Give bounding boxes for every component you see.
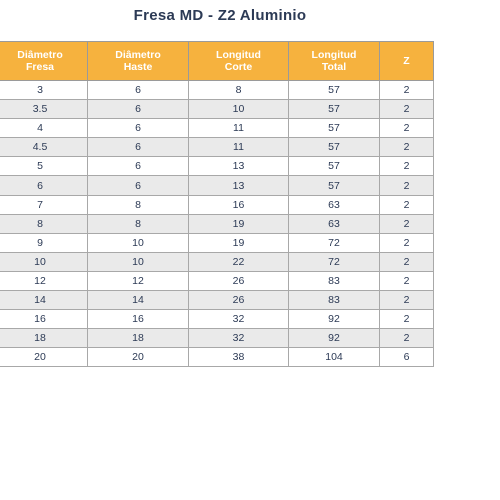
cell-diametro-fresa: 4.5 xyxy=(0,138,88,157)
cell-z: 2 xyxy=(380,233,434,252)
header-longitud-total xyxy=(289,42,380,81)
cell-z: 2 xyxy=(380,138,434,157)
cell-diametro-fresa: 20 xyxy=(0,348,88,367)
cell-longitud-corte: 26 xyxy=(189,271,289,290)
header-diametro-haste xyxy=(88,42,189,81)
cell-longitud-corte: 19 xyxy=(189,214,289,233)
cell-diametro-haste: 6 xyxy=(88,81,189,100)
header-longitud-total-line2: Total xyxy=(321,61,347,73)
cell-longitud-corte: 13 xyxy=(189,157,289,176)
cell-longitud-total: 92 xyxy=(289,310,380,329)
table-row xyxy=(0,271,434,290)
table-row xyxy=(0,291,434,310)
cell-z: 2 xyxy=(380,310,434,329)
cell-longitud-corte: 26 xyxy=(189,291,289,310)
cell-diametro-fresa: 8 xyxy=(0,214,88,233)
cell-diametro-fresa: 9 xyxy=(0,233,88,252)
cell-longitud-total: 57 xyxy=(289,138,380,157)
cell-diametro-fresa: 14 xyxy=(0,291,88,310)
cell-longitud-total: 57 xyxy=(289,157,380,176)
table-row xyxy=(0,348,434,367)
cell-longitud-total: 83 xyxy=(289,271,380,290)
table-row xyxy=(0,119,434,138)
cell-diametro-fresa: 4 xyxy=(0,119,88,138)
cell-diametro-fresa: 10 xyxy=(0,252,88,271)
dimensions-table xyxy=(0,41,434,367)
cell-longitud-corte: 19 xyxy=(189,233,289,252)
cell-diametro-fresa: 3.5 xyxy=(0,100,88,119)
cell-longitud-corte: 38 xyxy=(189,348,289,367)
cell-longitud-corte: 8 xyxy=(189,81,289,100)
cell-z: 2 xyxy=(380,271,434,290)
header-diametro-haste-line1: Diâmetro xyxy=(115,49,161,61)
cell-diametro-haste: 6 xyxy=(88,176,189,195)
cell-longitud-total: 83 xyxy=(289,291,380,310)
cell-diametro-haste: 6 xyxy=(88,138,189,157)
cell-longitud-corte: 11 xyxy=(189,138,289,157)
table-title: Fresa MD - Z2 Aluminio xyxy=(133,7,307,24)
header-z-label: Z xyxy=(403,55,410,67)
cell-z: 2 xyxy=(380,81,434,100)
cell-diametro-fresa: 3 xyxy=(0,81,88,100)
table-row xyxy=(0,138,434,157)
header-diametro-fresa xyxy=(0,42,88,81)
cell-diametro-haste: 18 xyxy=(88,329,189,348)
table-row xyxy=(0,157,434,176)
cell-z: 2 xyxy=(380,329,434,348)
cell-z: 2 xyxy=(380,100,434,119)
cell-diametro-fresa: 16 xyxy=(0,310,88,329)
cell-longitud-total: 63 xyxy=(289,195,380,214)
cell-longitud-total: 92 xyxy=(289,329,380,348)
cell-diametro-haste: 6 xyxy=(88,119,189,138)
cell-diametro-haste: 14 xyxy=(88,291,189,310)
cell-longitud-total: 57 xyxy=(289,176,380,195)
header-diametro-fresa-line1: Diâmetro xyxy=(17,49,63,61)
cell-longitud-corte: 32 xyxy=(189,329,289,348)
cell-longitud-corte: 10 xyxy=(189,100,289,119)
cell-longitud-corte: 22 xyxy=(189,252,289,271)
cell-longitud-corte: 32 xyxy=(189,310,289,329)
cell-longitud-corte: 13 xyxy=(189,176,289,195)
cell-longitud-total: 57 xyxy=(289,119,380,138)
cell-diametro-haste: 12 xyxy=(88,271,189,290)
cell-z: 2 xyxy=(380,119,434,138)
cell-longitud-total: 104 xyxy=(289,348,380,367)
cell-diametro-haste: 8 xyxy=(88,214,189,233)
cell-diametro-fresa: 6 xyxy=(0,176,88,195)
cell-longitud-total: 63 xyxy=(289,214,380,233)
header-diametro-haste-line2: Haste xyxy=(123,61,153,73)
cell-diametro-haste: 6 xyxy=(88,100,189,119)
table-row xyxy=(0,176,434,195)
cell-longitud-corte: 16 xyxy=(189,195,289,214)
table-row xyxy=(0,233,434,252)
cell-diametro-fresa: 7 xyxy=(0,195,88,214)
header-longitud-corte-line2: Corte xyxy=(224,61,253,73)
cell-z: 2 xyxy=(380,214,434,233)
cell-longitud-corte: 11 xyxy=(189,119,289,138)
cell-diametro-haste: 20 xyxy=(88,348,189,367)
table-row xyxy=(0,252,434,271)
cell-diametro-haste: 8 xyxy=(88,195,189,214)
header-longitud-total-line1: Longitud xyxy=(311,49,357,61)
table-row xyxy=(0,310,434,329)
cell-longitud-total: 57 xyxy=(289,81,380,100)
cell-longitud-total: 72 xyxy=(289,252,380,271)
cell-longitud-total: 72 xyxy=(289,233,380,252)
cell-diametro-fresa: 18 xyxy=(0,329,88,348)
header-diametro-fresa-line2: Fresa xyxy=(25,61,55,73)
header-longitud-corte xyxy=(189,42,289,81)
table-row xyxy=(0,329,434,348)
cell-diametro-haste: 6 xyxy=(88,157,189,176)
cell-diametro-fresa: 5 xyxy=(0,157,88,176)
table-row xyxy=(0,214,434,233)
cell-z: 2 xyxy=(380,252,434,271)
cell-z: 6 xyxy=(380,348,434,367)
cell-z: 2 xyxy=(380,195,434,214)
header-longitud-corte-line1: Longitud xyxy=(216,49,261,61)
cell-diametro-haste: 10 xyxy=(88,233,189,252)
header-row xyxy=(0,42,434,81)
cell-z: 2 xyxy=(380,176,434,195)
cell-longitud-total: 57 xyxy=(289,100,380,119)
cell-z: 2 xyxy=(380,157,434,176)
cell-diametro-fresa: 12 xyxy=(0,271,88,290)
table-row xyxy=(0,195,434,214)
table-row xyxy=(0,100,434,119)
cell-diametro-haste: 16 xyxy=(88,310,189,329)
cell-z: 2 xyxy=(380,291,434,310)
header-z xyxy=(380,42,434,81)
table-row xyxy=(0,81,434,100)
cell-diametro-haste: 10 xyxy=(88,252,189,271)
